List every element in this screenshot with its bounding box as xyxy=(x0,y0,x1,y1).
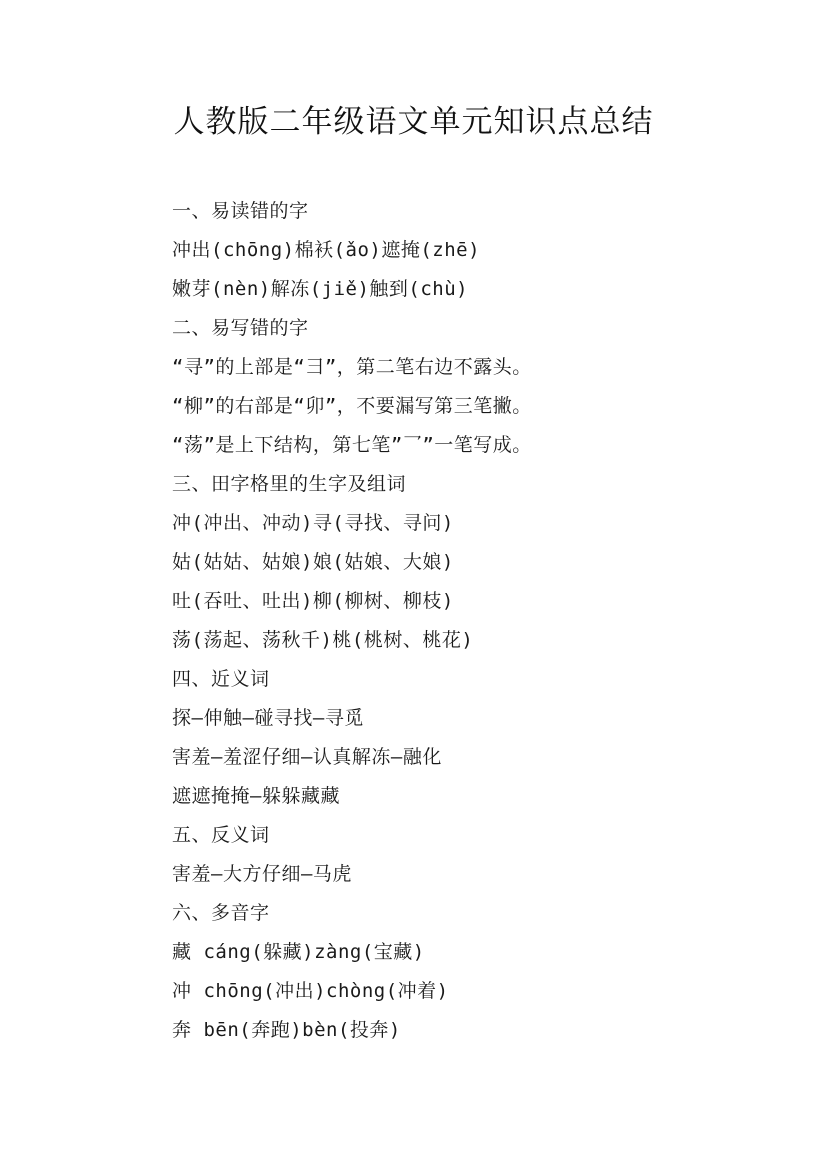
section-heading-new-words: 三、田字格里的生字及组词 xyxy=(172,473,407,495)
section-heading-polyphones: 六、多音字 xyxy=(172,902,270,924)
section-heading-synonyms: 四、近义词 xyxy=(172,668,270,690)
text-line: 姑(姑姑、姑娘)娘(姑娘、大娘) xyxy=(172,551,454,573)
text-line: “寻”的上部是“彐”，第二笔右边不露头。 xyxy=(172,356,532,378)
section-heading-antonyms: 五、反义词 xyxy=(172,824,270,846)
document-title: 人教版二年级语文单元知识点总结 xyxy=(173,104,654,140)
text-line: 藏 cáng(躲藏)zàng(宝藏) xyxy=(172,941,425,963)
text-line: 遮遮掩掩—躲躲藏藏 xyxy=(172,785,340,807)
text-line: 冲出(chōng)棉袄(ǎo)遮掩(zhē) xyxy=(172,239,481,261)
text-line: 冲 chōng(冲出)chòng(冲着) xyxy=(172,980,449,1002)
section-heading-misread-chars: 一、易读错的字 xyxy=(172,200,309,222)
text-line: 害羞—大方仔细—马虎 xyxy=(172,863,352,885)
document-body xyxy=(172,192,772,1050)
text-line: 嫩芽(nèn)解冻(jiě)触到(chù) xyxy=(172,278,469,300)
text-line: “柳”的右部是“卯”，不要漏写第三笔撇。 xyxy=(172,395,532,417)
text-line: 吐(吞吐、吐出)柳(柳树、柳枝) xyxy=(172,590,454,612)
text-line: 荡(荡起、荡秋千)桃(桃树、桃花) xyxy=(172,629,474,651)
text-line: 害羞—羞涩仔细—认真解冻—融化 xyxy=(172,746,442,768)
text-line: 探—伸触—碰寻找—寻觅 xyxy=(172,707,364,729)
text-line: “荡”是上下结构，第七笔”乛”一笔写成。 xyxy=(172,434,532,456)
text-line: 冲(冲出、冲动)寻(寻找、寻问) xyxy=(172,512,454,534)
text-line: 奔 bēn(奔跑)bèn(投奔) xyxy=(172,1019,401,1041)
section-heading-miswritten-chars: 二、易写错的字 xyxy=(172,317,309,339)
